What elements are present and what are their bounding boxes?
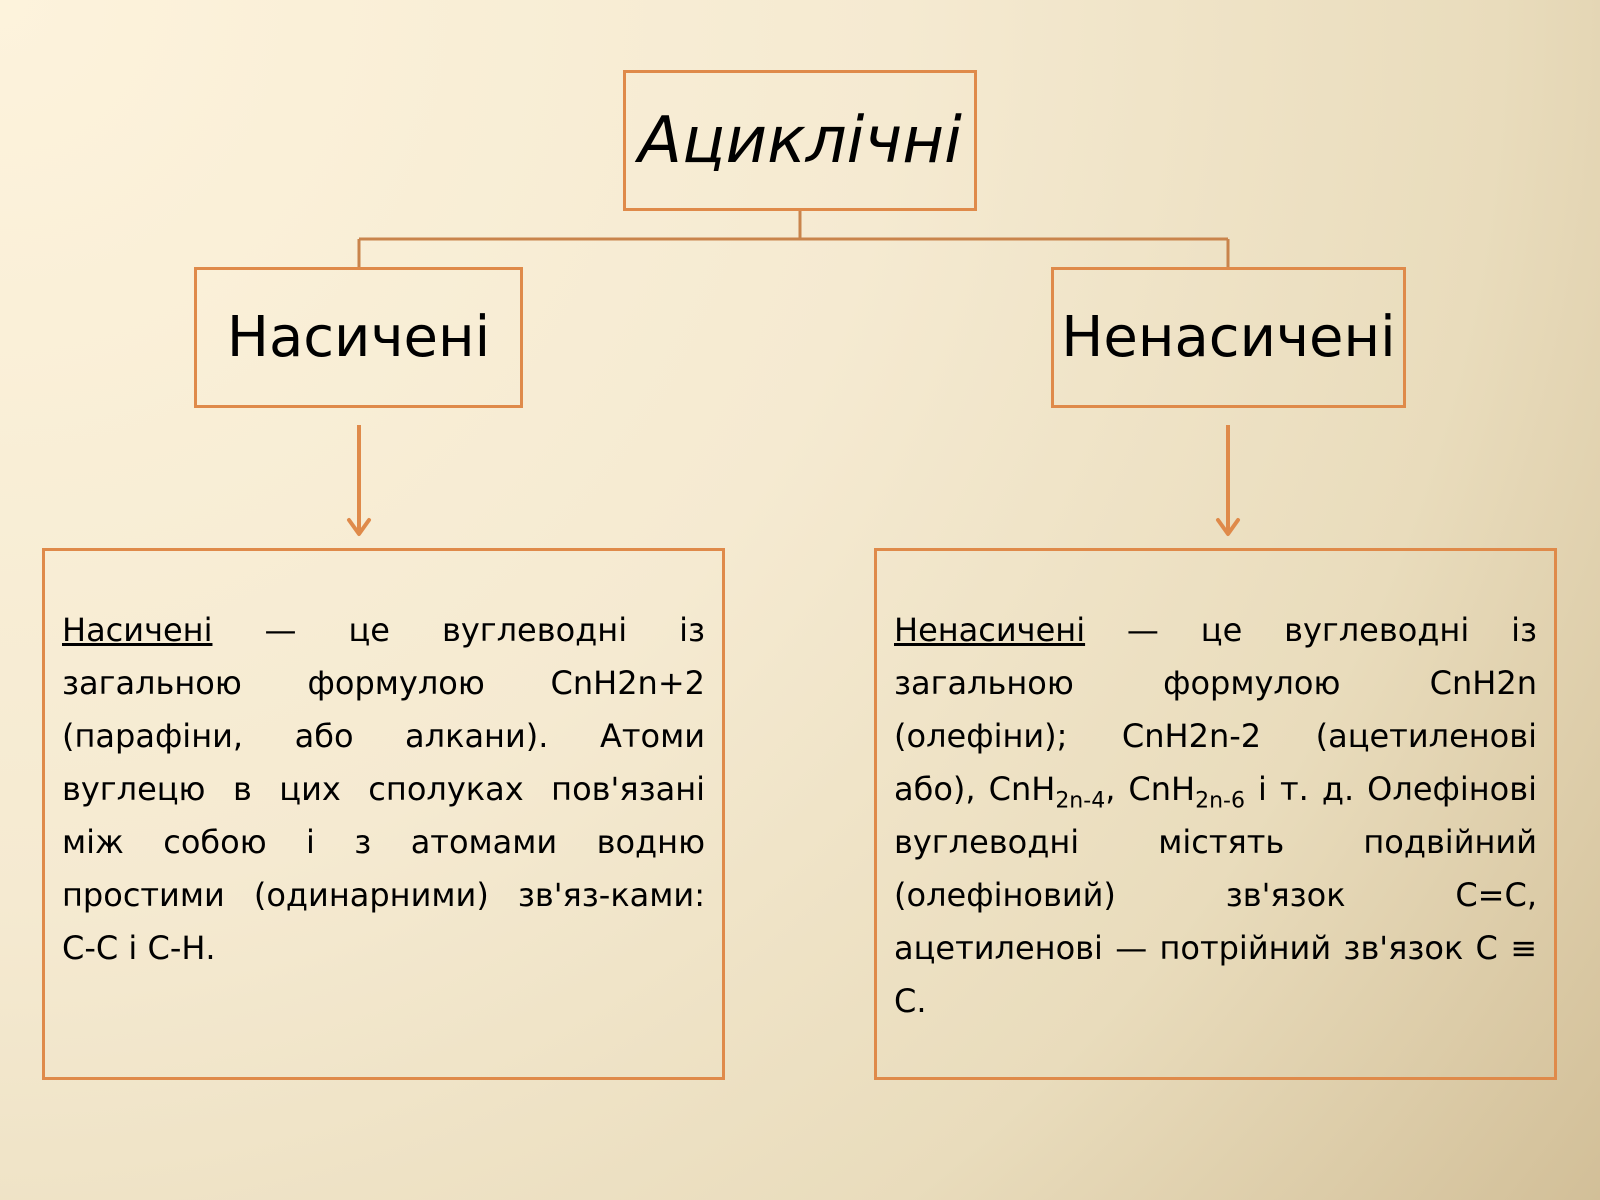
formula-2-subscript: 2n-6: [1195, 788, 1245, 814]
formula-2-base: CnH: [1128, 770, 1196, 808]
saturated-description-text: — це вуглеводні із загальною формулою CnH2n+2 (парафіни, або алкани). Атоми вуглецю в цих сполуках пов'язані між собою і з атомами водню простими (одинарними) зв'яз-ками: С-С і С-Н.: [62, 611, 705, 967]
tree-connector-lines: [359, 211, 1228, 267]
root-node-label: Ациклічні: [638, 103, 962, 178]
unsaturated-node-label: Ненасичені: [1061, 305, 1396, 370]
unsaturated-description-text-1: — це вуглеводні із загальною формулою CnH2n (олефіни); CnH2n-2 (ацетиленові або),: [894, 611, 1537, 808]
unsaturated-description-box: [874, 548, 1557, 1080]
saturated-description-box: [42, 548, 725, 1080]
unsaturated-description-text-2: і т. д. Олефінові вуглеводні містять подвійний (олефіновий) зв'язок С=С, ацетиленові — потрійний зв'язок С ≡ С.: [894, 770, 1538, 1020]
unsaturated-term: Ненасичені: [894, 611, 1086, 649]
formula-separator: ,: [1105, 770, 1129, 808]
branch-node-unsaturated: [1051, 267, 1406, 408]
saturated-term: Насичені: [62, 611, 213, 649]
saturated-node-label: Насичені: [226, 305, 491, 370]
branch-node-saturated: [194, 267, 523, 408]
formula-1-subscript: 2n-4: [1055, 788, 1106, 814]
root-node-acyclic: [623, 70, 977, 211]
formula-1-base: CnH: [988, 770, 1056, 808]
